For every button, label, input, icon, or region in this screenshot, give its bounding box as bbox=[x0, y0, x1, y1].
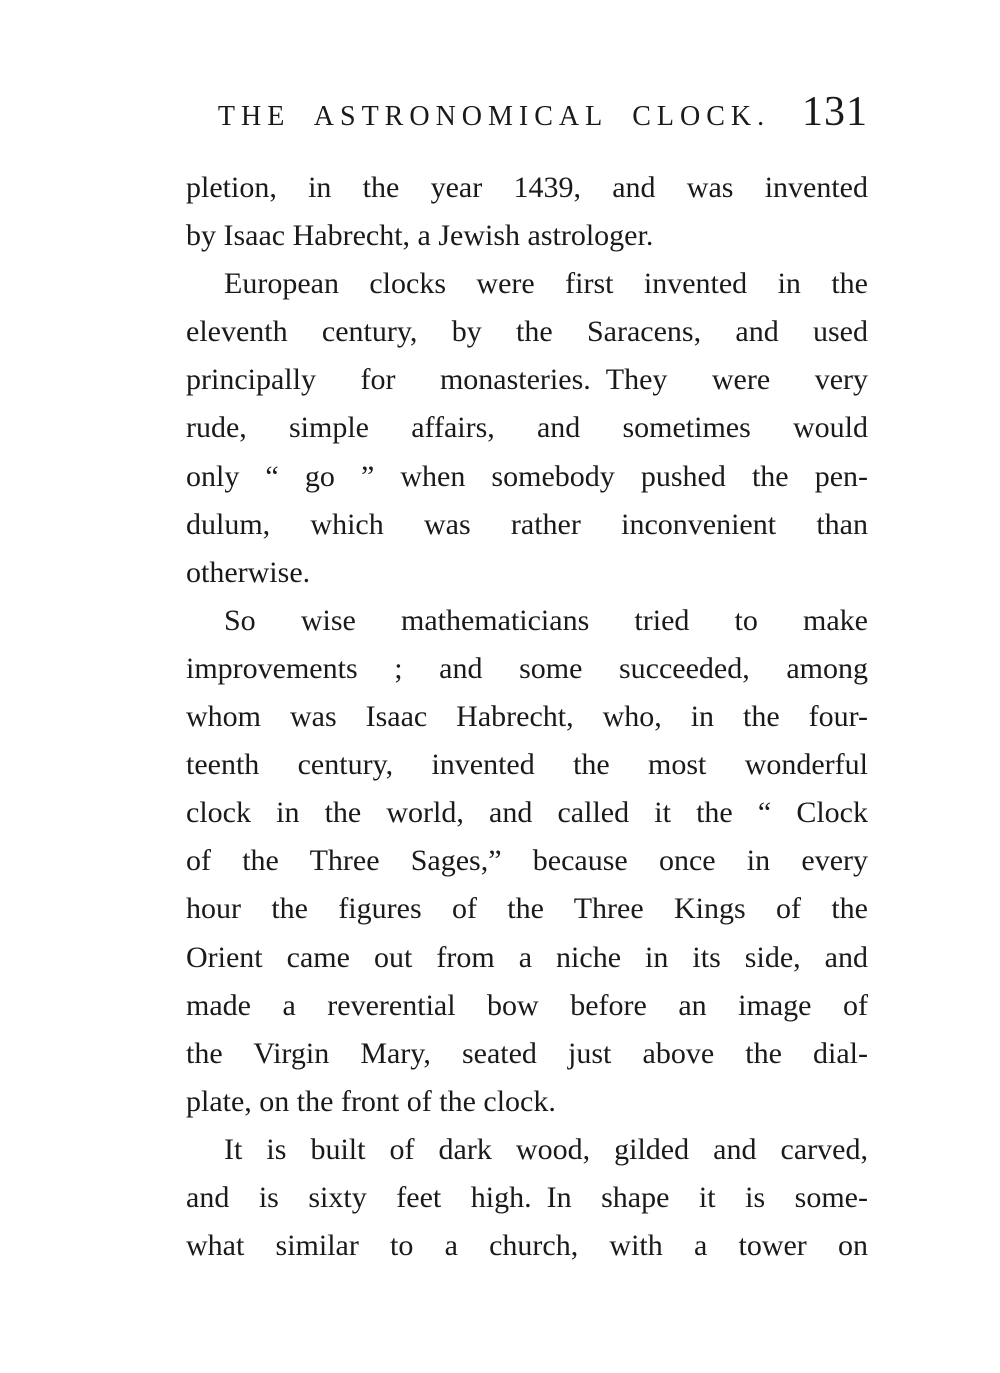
text-line: made a reverential bow before an image of bbox=[186, 988, 868, 1022]
running-header bbox=[186, 88, 868, 136]
text-line: teenth century, invented the most wonderful bbox=[186, 748, 868, 782]
text-line: hour the figures of the Three Kings of the bbox=[186, 892, 868, 926]
text-line: principally for monasteries. They were very bbox=[186, 363, 868, 397]
text-line: only “ go ” when somebody pushed the pen- bbox=[186, 459, 868, 493]
text-line: otherwise. bbox=[186, 555, 311, 589]
text-line: plate, on the front of the clock. bbox=[186, 1084, 556, 1118]
text-line: It is built of dark wood, gilded and carved, bbox=[224, 1132, 868, 1166]
text-line: So wise mathematicians tried to make bbox=[224, 603, 868, 637]
paragraph-wise-mathematicians bbox=[186, 597, 868, 1126]
text-line: whom was Isaac Habrecht, who, in the four- bbox=[186, 700, 868, 734]
text-line: pletion, in the year 1439, and was invented bbox=[186, 171, 868, 204]
text-line: improvements ; and some succeeded, among bbox=[186, 651, 868, 685]
text-line: dulum, which was rather inconvenient than bbox=[186, 507, 868, 541]
paragraph-built-of-dark-wood bbox=[186, 1126, 868, 1270]
text-line: by Isaac Habrecht, a Jewish astrologer. bbox=[186, 219, 654, 253]
text-line: rude, simple affairs, and sometimes would bbox=[186, 411, 868, 445]
text-line: eleventh century, by the Saracens, and used bbox=[186, 315, 868, 349]
running-title: THE ASTRONOMICAL CLOCK. bbox=[217, 101, 771, 132]
text-line: clock in the world, and called it the “ Clock bbox=[186, 796, 868, 830]
text-line: and is sixty feet high. In shape it is some- bbox=[186, 1180, 868, 1214]
page-number: 131 bbox=[802, 89, 868, 135]
text-line: European clocks were first invented in the bbox=[224, 267, 868, 301]
text-line: the Virgin Mary, seated just above the dial- bbox=[186, 1036, 868, 1070]
paragraph-european-clocks bbox=[186, 260, 868, 597]
text-line: of the Three Sages,” because once in every bbox=[186, 844, 868, 878]
text-line: what similar to a church, with a tower on bbox=[186, 1229, 868, 1263]
body-text bbox=[186, 164, 868, 1270]
paragraph-continuation bbox=[186, 164, 868, 260]
text-line: Orient came out from a niche in its side, and bbox=[186, 940, 868, 974]
